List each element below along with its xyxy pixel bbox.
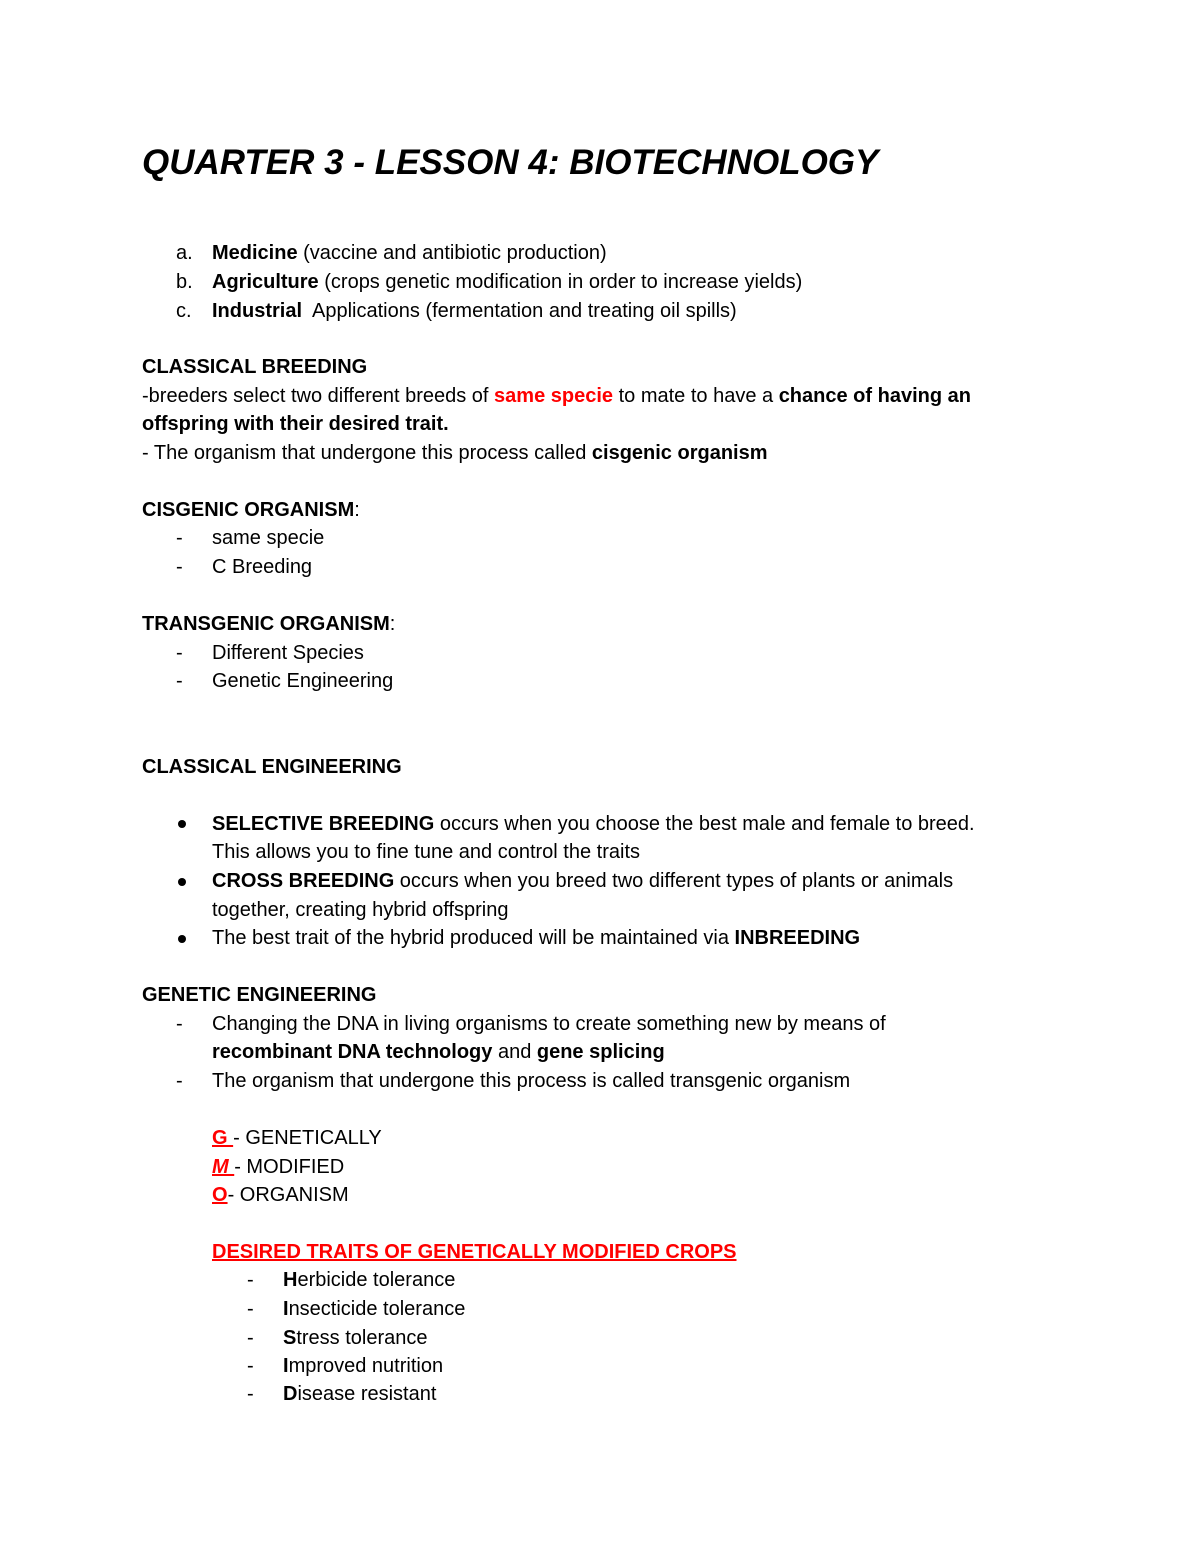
text: nsecticide tolerance — [288, 1298, 466, 1320]
acronym-line — [212, 1126, 382, 1150]
acronym-letter: M — [212, 1156, 235, 1178]
dash-marker: - — [176, 527, 183, 549]
text: -breeders select two different breeds of — [142, 385, 495, 407]
list-item-continuation: together, creating hybrid offspring — [212, 899, 509, 921]
dash-marker: - — [247, 1269, 254, 1291]
term: INBREEDING — [734, 927, 861, 949]
initial-letter: D — [283, 1383, 298, 1405]
paragraph-line — [142, 384, 971, 408]
item-text: (vaccine and antibiotic production) — [297, 242, 607, 264]
acronym-letter: O — [212, 1184, 228, 1206]
list-item — [283, 1297, 465, 1321]
text: isease resistant — [297, 1383, 437, 1405]
section-heading: GENETIC ENGINEERING — [142, 984, 377, 1006]
list-item — [212, 869, 953, 893]
acronym-line — [212, 1183, 349, 1207]
initial-letter: S — [283, 1327, 297, 1349]
dash-marker: - — [176, 1070, 183, 1092]
section-heading — [142, 612, 395, 636]
list-item-continuation — [212, 1040, 665, 1064]
item-term: Industrial — [212, 300, 303, 322]
list-item — [212, 241, 607, 265]
page-title: QUARTER 3 - LESSON 4: BIOTECHNOLOGY — [142, 143, 879, 182]
emphasis-text: offspring with their desired trait. — [142, 413, 449, 435]
item-term: Medicine — [212, 242, 298, 264]
list-marker: b. — [176, 271, 193, 293]
dash-marker: - — [176, 556, 183, 578]
term: recombinant DNA technology — [212, 1041, 493, 1063]
term: gene splicing — [536, 1041, 665, 1063]
acronym-line — [212, 1155, 344, 1179]
section-heading — [142, 498, 360, 522]
highlight-text: same specie — [494, 385, 614, 407]
dash-marker: - — [176, 1013, 183, 1035]
dash-marker: - — [247, 1383, 254, 1405]
emphasis-text: cisgenic organism — [591, 442, 768, 464]
dash-marker: - — [176, 670, 183, 692]
list-item — [212, 270, 802, 294]
paragraph-line — [142, 441, 768, 465]
acronym-word: - MODIFIED — [234, 1156, 345, 1178]
dash-marker: - — [247, 1355, 254, 1377]
text: tress tolerance — [296, 1327, 428, 1349]
acronym-word: - GENETICALLY — [233, 1127, 382, 1149]
initial-letter: H — [283, 1269, 298, 1291]
section-heading: DESIRED TRAITS OF GENETICALLY MODIFIED CROPS — [212, 1241, 737, 1263]
list-item — [212, 299, 737, 323]
section-heading: CLASSICAL BREEDING — [142, 356, 368, 378]
acronym-word: - ORGANISM — [227, 1184, 349, 1206]
list-item: C Breeding — [212, 556, 313, 578]
text: to mate to have a — [613, 385, 779, 407]
text: erbicide tolerance — [297, 1269, 456, 1291]
text: occurs when you choose the best male and female to breed. — [434, 813, 975, 835]
dash-marker: - — [247, 1298, 254, 1320]
dash-marker: - — [247, 1327, 254, 1349]
emphasis-text: chance of having an — [778, 385, 971, 407]
dash-marker: - — [176, 642, 183, 664]
bullet-icon — [178, 935, 186, 943]
text: and — [492, 1041, 537, 1063]
item-text: Applications (fermentation and treating oil spills) — [302, 300, 737, 322]
list-item — [212, 926, 860, 950]
bullet-icon — [178, 878, 186, 886]
list-item: Changing the DNA in living organisms to create something new by means of — [212, 1013, 886, 1035]
heading-text: CISGENIC ORGANISM — [142, 499, 355, 521]
list-item — [283, 1382, 436, 1406]
initial-letter: I — [283, 1298, 289, 1320]
term: SELECTIVE BREEDING — [212, 813, 435, 835]
list-item — [283, 1354, 443, 1378]
colon: : — [354, 499, 360, 521]
list-item — [283, 1326, 428, 1350]
text: occurs when you breed two different types of plants or animals — [394, 870, 954, 892]
list-item: Genetic Engineering — [212, 670, 394, 692]
section-heading: CLASSICAL ENGINEERING — [142, 756, 402, 778]
list-item: same specie — [212, 527, 325, 549]
initial-letter: I — [283, 1355, 289, 1377]
text: - The organism that undergone this process called — [142, 442, 592, 464]
list-marker: a. — [176, 242, 193, 264]
item-text: (crops genetic modification in order to increase yields) — [318, 271, 803, 293]
list-marker: c. — [176, 300, 192, 322]
text: mproved nutrition — [288, 1355, 444, 1377]
bullet-icon — [178, 820, 186, 828]
text: The best trait of the hybrid produced will be maintained via — [212, 927, 735, 949]
item-term: Agriculture — [212, 271, 319, 293]
list-item: Different Species — [212, 642, 364, 664]
list-item — [212, 812, 975, 836]
term: CROSS BREEDING — [212, 870, 395, 892]
colon: : — [389, 613, 396, 635]
acronym-letter: G — [212, 1127, 234, 1149]
list-item: The organism that undergone this process is called transgenic organism — [212, 1070, 851, 1092]
list-item-continuation: This allows you to fine tune and control the traits — [212, 841, 641, 863]
list-item — [283, 1268, 455, 1292]
heading-text: TRANSGENIC ORGANISM — [142, 613, 390, 635]
